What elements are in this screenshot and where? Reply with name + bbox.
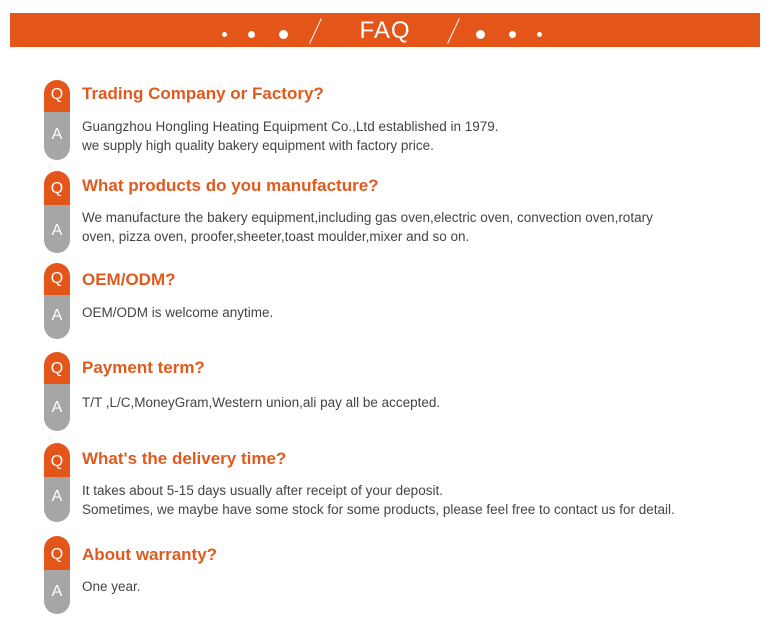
question-text: Payment term? [82,358,205,377]
page-title: FAQ [359,17,411,44]
answer-line: T/T ,L/C,MoneyGram,Western union,ali pay all be accepted. [82,395,441,410]
answer-line: We manufacture the bakery equipment,including gas oven,electric oven, convection oven,rotary [82,210,653,225]
faq-item [44,80,744,160]
question-badge-letter: Q [50,270,64,287]
answer-badge-letter: A [51,307,63,324]
answer-line: oven, pizza oven, proofer,sheeter,toast moulder,mixer and so on. [82,229,470,244]
dot-decoration [537,32,542,37]
answer-badge [44,205,70,253]
question-text: What products do you manufacture? [82,176,379,195]
question-text: About warranty? [82,545,218,564]
answer-badge-letter: A [51,488,63,505]
faq-item [44,443,744,523]
answer-badge [44,295,70,339]
dot-decoration [509,31,516,38]
answer-badge [44,477,70,522]
faq-banner [10,13,760,47]
answer-line: Sometimes, we maybe have some stock for some products, please feel free to contact us for detail. [82,502,675,517]
answer-badge [44,570,70,614]
question-badge-letter: Q [50,180,64,197]
answer-badge [44,112,70,160]
answer-line: It takes about 5-15 days usually after receipt of your deposit. [82,483,443,498]
answer-badge-letter: A [51,126,63,143]
question-badge-letter: Q [50,453,64,470]
question-text: Trading Company or Factory? [82,84,324,103]
faq-item [44,263,744,343]
question-text: What's the delivery time? [82,449,287,468]
answer-line: Guangzhou Hongling Heating Equipment Co.,Ltd established in 1979. [82,119,499,134]
answer-badge-letter: A [51,222,63,239]
answer-badge [44,384,70,431]
question-badge-letter: Q [50,546,64,563]
answer-line: we supply high quality bakery equipment with factory price. [82,138,434,153]
question-badge-letter: Q [50,86,64,103]
answer-line: One year. [82,579,141,594]
faq-item [44,536,744,616]
answer-badge-letter: A [51,583,63,600]
faq-item [44,352,744,432]
answer-line: OEM/ODM is welcome anytime. [82,305,274,320]
dot-decoration [476,30,485,39]
question-text: OEM/ODM? [82,270,176,289]
answer-badge-letter: A [51,399,63,416]
question-badge-letter: Q [50,360,64,377]
faq-item [44,171,744,251]
